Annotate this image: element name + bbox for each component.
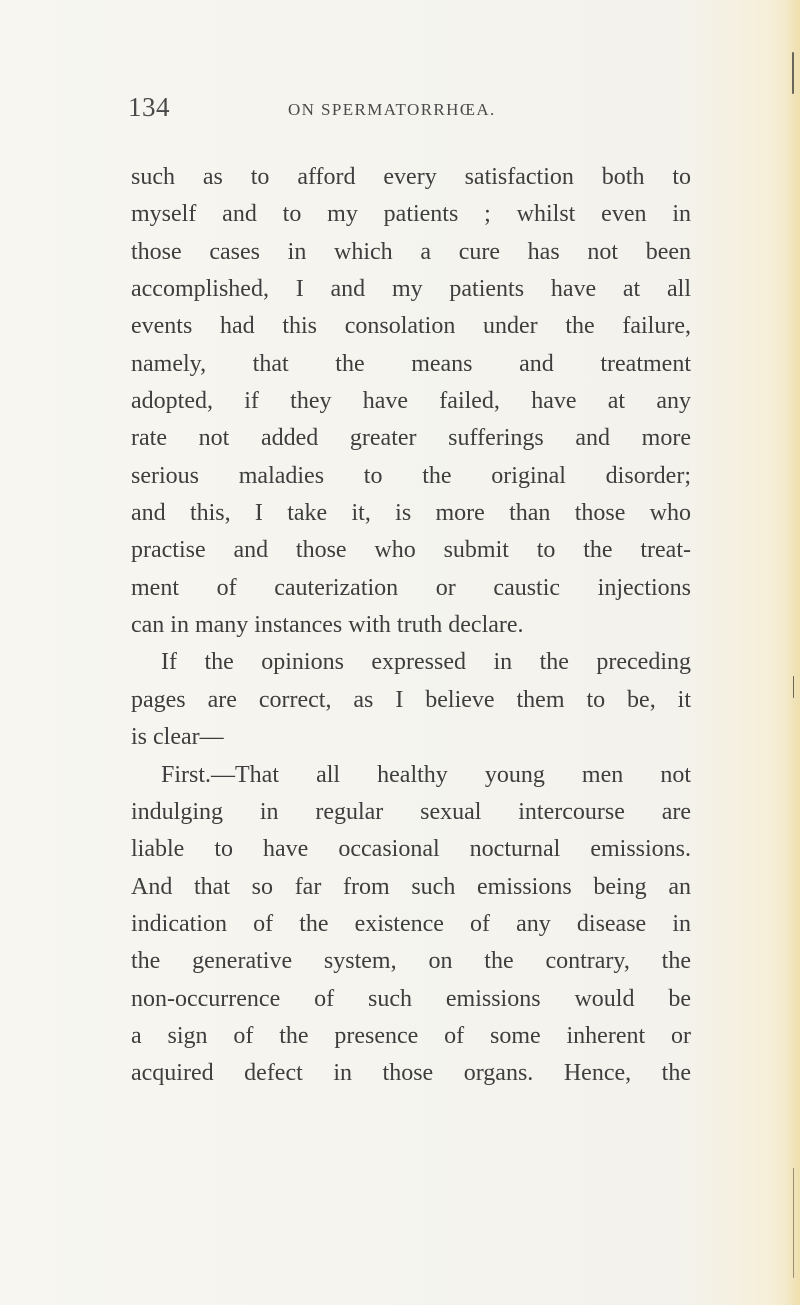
paragraph-end-line: is clear— <box>131 724 224 751</box>
paragraph-start-line: If the opinions expressed in the preceding <box>161 649 691 676</box>
text-line: indication of the existence of any disease in <box>131 910 691 937</box>
text-line: a sign of the presence of some inherent or <box>131 1022 691 1049</box>
paragraph-start-line: First.—That all healthy young men not <box>161 761 691 788</box>
text-line: And that so far from such emissions being an <box>131 873 691 900</box>
text-line: myself and to my patients ; whilst even in <box>131 201 691 228</box>
text-line: acquired defect in those organs. Hence, the <box>131 1060 691 1087</box>
text-line: indulging in regular sexual intercourse are <box>131 798 691 825</box>
text-line: serious maladies to the original disorder; <box>131 462 691 489</box>
page-edge-mark <box>793 676 794 698</box>
page-number: 134 <box>128 92 170 122</box>
text-line: namely, that the means and treatment <box>131 350 691 377</box>
text-line: accomplished, I and my patients have at all <box>131 276 691 303</box>
text-line: non-occurrence of such emissions would be <box>131 985 691 1012</box>
page-edge-mark <box>792 52 794 94</box>
text-line: ment of cauterization or caustic injections <box>131 574 691 601</box>
text-line: those cases in which a cure has not been <box>131 238 691 265</box>
text-line: liable to have occasional nocturnal emissions. <box>131 836 691 863</box>
body-text <box>131 159 691 1093</box>
text-line: rate not added greater sufferings and more <box>131 425 691 452</box>
text-line: pages are correct, as I believe them to be, it <box>131 686 691 713</box>
text-line: adopted, if they have failed, have at any <box>131 388 691 415</box>
page-header <box>126 92 686 132</box>
text-line: the generative system, on the contrary, the <box>131 948 691 975</box>
text-line: such as to afford every satisfaction both to <box>131 164 691 190</box>
page-edge-mark <box>793 1168 794 1278</box>
text-line: and this, I take it, is more than those who <box>131 500 691 527</box>
text-line: events had this consolation under the failure, <box>131 313 691 340</box>
running-title: ON SPERMATORRHŒA. <box>288 100 496 119</box>
text-line: practise and those who submit to the treat- <box>131 537 691 564</box>
paragraph-end-line: can in many instances with truth declare. <box>131 612 524 639</box>
page-edge-shadow <box>786 0 800 1305</box>
